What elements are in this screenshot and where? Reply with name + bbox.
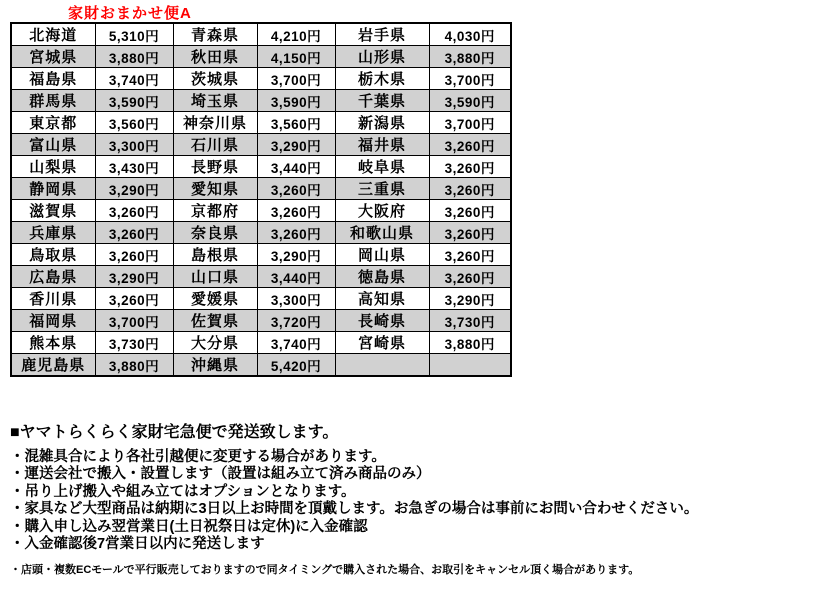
prefecture-cell: 福岡県 (11, 310, 95, 332)
prefecture-cell: 岩手県 (335, 23, 429, 46)
table-row (11, 310, 511, 332)
table-row (11, 178, 511, 200)
table-row (11, 68, 511, 90)
prefecture-cell: 富山県 (11, 134, 95, 156)
prefecture-cell: 鳥取県 (11, 244, 95, 266)
table-row (11, 46, 511, 68)
prefecture-cell: 愛媛県 (173, 288, 257, 310)
table-row (11, 266, 511, 288)
price-cell: 3,290円 (429, 288, 511, 310)
note-item: ・吊り上げ搬入や組み立てはオプションとなります。 (10, 483, 356, 500)
price-cell: 3,260円 (257, 222, 335, 244)
price-cell: 3,260円 (95, 244, 173, 266)
shipping-method-heading: ■ヤマトらくらく家財宅急便で発送致します。 (10, 424, 339, 441)
table-row (11, 288, 511, 310)
table-row (11, 332, 511, 354)
table-row (11, 354, 511, 377)
price-cell: 3,260円 (429, 178, 511, 200)
price-cell: 4,210円 (257, 23, 335, 46)
price-cell: 3,880円 (95, 46, 173, 68)
prefecture-cell: 和歌山県 (335, 222, 429, 244)
prefecture-cell: 埼玉県 (173, 90, 257, 112)
prefecture-cell: 北海道 (11, 23, 95, 46)
price-cell: 3,880円 (429, 46, 511, 68)
table-row (11, 112, 511, 134)
prefecture-cell: 岐阜県 (335, 156, 429, 178)
prefecture-cell: 鹿児島県 (11, 354, 95, 377)
price-table-body (11, 23, 511, 376)
prefecture-cell: 山形県 (335, 46, 429, 68)
prefecture-cell: 岡山県 (335, 244, 429, 266)
prefecture-cell: 愛知県 (173, 178, 257, 200)
prefecture-cell: 奈良県 (173, 222, 257, 244)
table-row (11, 244, 511, 266)
price-cell: 3,260円 (429, 244, 511, 266)
price-cell: 3,290円 (257, 134, 335, 156)
prefecture-cell: 大分県 (173, 332, 257, 354)
note-item: ・家具など大型商品は納期に3日以上お時間を頂戴します。お急ぎの場合は事前にお問い合わせください。 (10, 501, 699, 518)
price-cell: 3,300円 (95, 134, 173, 156)
prefecture-cell: 佐賀県 (173, 310, 257, 332)
shipping-price-table (10, 22, 512, 377)
prefecture-cell: 三重県 (335, 178, 429, 200)
prefecture-cell: 石川県 (173, 134, 257, 156)
price-cell: 3,700円 (257, 68, 335, 90)
price-cell: 3,700円 (429, 68, 511, 90)
table-row (11, 90, 511, 112)
price-cell: 3,260円 (429, 156, 511, 178)
price-cell: 3,730円 (429, 310, 511, 332)
prefecture-cell: 山梨県 (11, 156, 95, 178)
price-cell: 3,290円 (95, 178, 173, 200)
prefecture-cell: 熊本県 (11, 332, 95, 354)
price-cell: 3,290円 (95, 266, 173, 288)
price-cell: 3,700円 (429, 112, 511, 134)
price-cell: 5,420円 (257, 354, 335, 377)
prefecture-cell: 秋田県 (173, 46, 257, 68)
note-item: ・入金確認後7営業日以内に発送します (10, 536, 265, 553)
price-cell: 3,740円 (95, 68, 173, 90)
price-cell: 3,720円 (257, 310, 335, 332)
price-cell: 3,260円 (429, 266, 511, 288)
price-cell: 3,260円 (95, 200, 173, 222)
price-cell: 3,300円 (257, 288, 335, 310)
prefecture-cell: 千葉県 (335, 90, 429, 112)
prefecture-cell: 静岡県 (11, 178, 95, 200)
prefecture-cell: 群馬県 (11, 90, 95, 112)
prefecture-cell: 福島県 (11, 68, 95, 90)
note-item: ・運送会社で搬入・設置します（設置は組み立て済み商品のみ） (10, 466, 431, 483)
prefecture-cell: 沖縄県 (173, 354, 257, 377)
table-row (11, 134, 511, 156)
price-cell: 3,260円 (429, 222, 511, 244)
note-item: ・購入申し込み翌営業日(土日祝祭日は定休)に入金確認 (10, 518, 368, 535)
notes-list (10, 449, 815, 553)
prefecture-cell: 長崎県 (335, 310, 429, 332)
price-cell: 5,310円 (95, 23, 173, 46)
table-row (11, 156, 511, 178)
prefecture-cell: 徳島県 (335, 266, 429, 288)
prefecture-cell: 宮崎県 (335, 332, 429, 354)
prefecture-cell: 長野県 (173, 156, 257, 178)
price-cell: 3,260円 (429, 200, 511, 222)
prefecture-cell: 新潟県 (335, 112, 429, 134)
prefecture-cell: 宮城県 (11, 46, 95, 68)
price-cell (429, 354, 511, 377)
price-cell: 3,260円 (429, 134, 511, 156)
price-cell: 3,730円 (95, 332, 173, 354)
price-cell: 3,260円 (257, 178, 335, 200)
prefecture-cell: 島根県 (173, 244, 257, 266)
prefecture-cell: 滋賀県 (11, 200, 95, 222)
table-row (11, 23, 511, 46)
prefecture-cell: 茨城県 (173, 68, 257, 90)
prefecture-cell: 神奈川県 (173, 112, 257, 134)
price-cell: 3,880円 (429, 332, 511, 354)
price-cell: 3,590円 (429, 90, 511, 112)
prefecture-cell (335, 354, 429, 377)
price-cell: 3,700円 (95, 310, 173, 332)
price-cell: 3,290円 (257, 244, 335, 266)
prefecture-cell: 高知県 (335, 288, 429, 310)
shipping-notes (10, 419, 815, 577)
table-row (11, 222, 511, 244)
price-cell: 4,030円 (429, 23, 511, 46)
prefecture-cell: 兵庫県 (11, 222, 95, 244)
prefecture-cell: 青森県 (173, 23, 257, 46)
table-row (11, 200, 511, 222)
price-cell: 3,590円 (95, 90, 173, 112)
prefecture-cell: 大阪府 (335, 200, 429, 222)
price-cell: 3,260円 (95, 222, 173, 244)
note-item: ・混雑具合により各社引越便に変更する場合があります。 (10, 449, 386, 465)
price-cell: 4,150円 (257, 46, 335, 68)
price-cell: 3,430円 (95, 156, 173, 178)
price-cell: 3,260円 (257, 200, 335, 222)
table-title: 家財おまかせ便A (68, 5, 192, 22)
prefecture-cell: 香川県 (11, 288, 95, 310)
prefecture-cell: 東京都 (11, 112, 95, 134)
prefecture-cell: 栃木県 (335, 68, 429, 90)
price-cell: 3,740円 (257, 332, 335, 354)
price-cell: 3,440円 (257, 156, 335, 178)
price-cell: 3,560円 (95, 112, 173, 134)
price-cell: 3,260円 (95, 288, 173, 310)
prefecture-cell: 広島県 (11, 266, 95, 288)
price-cell: 3,880円 (95, 354, 173, 377)
price-cell: 3,560円 (257, 112, 335, 134)
fine-print-note: ・店頭・複数ECモールで平行販売しておりますので同タイミングで購入された場合、お取引をキャンセル頂く場合があります。 (10, 564, 640, 577)
prefecture-cell: 福井県 (335, 134, 429, 156)
prefecture-cell: 京都府 (173, 200, 257, 222)
price-cell: 3,440円 (257, 266, 335, 288)
prefecture-cell: 山口県 (173, 266, 257, 288)
price-cell: 3,590円 (257, 90, 335, 112)
